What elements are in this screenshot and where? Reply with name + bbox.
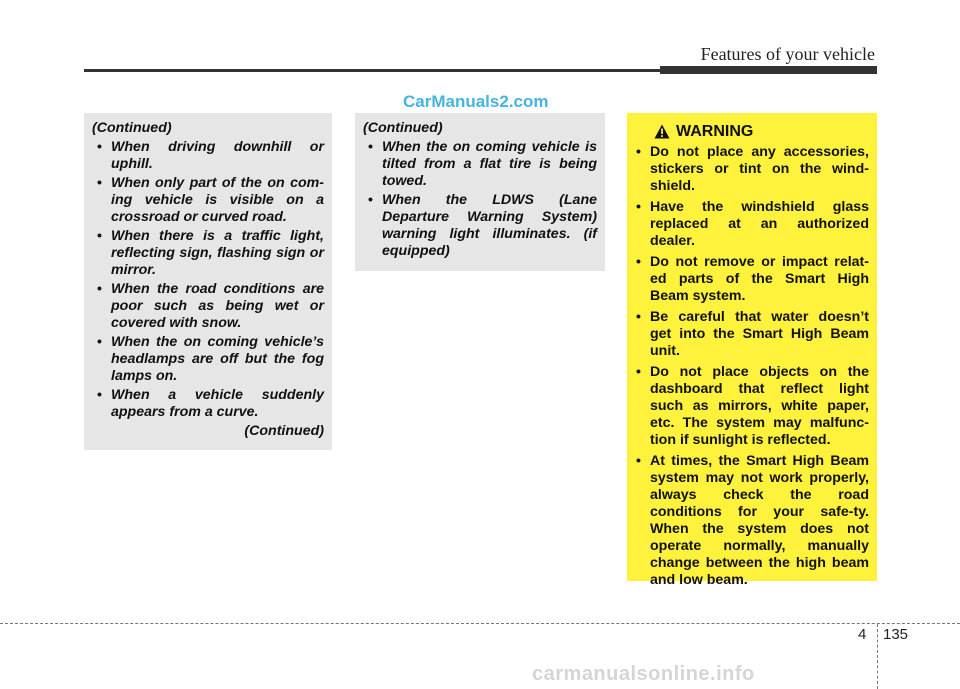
page-number-divider [877,624,878,689]
warning-item: • Do not remove or impact relat-ed parts of the Smart High Beam system. [636,254,869,305]
warning-item: • At times, the Smart High Beam system may not work properly, always check the road conditions for your safe-ty. When the system does not operate normally, manually change between the high beam and low beam. [636,453,869,589]
list-item: • When the road conditions are poor such as being wet or covered with snow. [92,281,324,332]
list-item: • When a vehicle suddenly appears from a curve. [92,387,324,421]
warning-item: • Have the windshield glass replaced at an authorized dealer. [636,199,869,250]
header-rule [84,69,662,72]
continued-label-top: (Continued) [363,120,443,136]
warning-item: • Be careful that water doesn’t get into the Smart High Beam unit. [636,309,869,360]
page-number: 135 [883,626,909,643]
condition-list [92,139,324,421]
chapter-number: 4 [858,626,867,643]
warning-box [627,113,877,588]
continued-label-top: (Continued) [92,120,172,136]
warning-item: • Do not place any accessories, stickers or tint on the wind-shield. [636,144,869,195]
warning-triangle-icon [654,124,670,139]
watermark-top: CarManuals2.com [403,92,549,111]
warning-list [636,144,869,589]
list-item: • When only part of the on com-ing vehicle is visible on a crossroad or curved road. [92,175,324,226]
warning-header [654,123,869,140]
watermark-bottom: carmanualsonline.info [532,663,755,685]
footer-rule [0,623,960,624]
warning-title: WARNING [676,123,754,140]
warning-item: • Do not place objects on the dashboard that reflect light such as mirrors, white paper, etc. The system may malfunc-tion if sunlight is reflected. [636,364,869,449]
condition-list [363,139,597,260]
continued-panel-middle [355,113,605,271]
list-item: • When the on coming vehicle is tilted from a flat tire is being towed. [363,139,597,190]
header-rule-accent [660,66,877,74]
page-header-title: Features of your vehicle [700,44,875,64]
list-item: • When there is a traffic light, reflecting sign, flashing sign or mirror. [92,228,324,279]
continued-panel-left [84,113,332,450]
list-item: • When the LDWS (Lane Departure Warning System) warning light illuminates. (if equipped) [363,192,597,260]
list-item: • When driving downhill or uphill. [92,139,324,173]
list-item: • When the on coming vehicle’s headlamps are off but the fog lamps on. [92,334,324,385]
continued-label-bottom: (Continued) [244,423,324,439]
